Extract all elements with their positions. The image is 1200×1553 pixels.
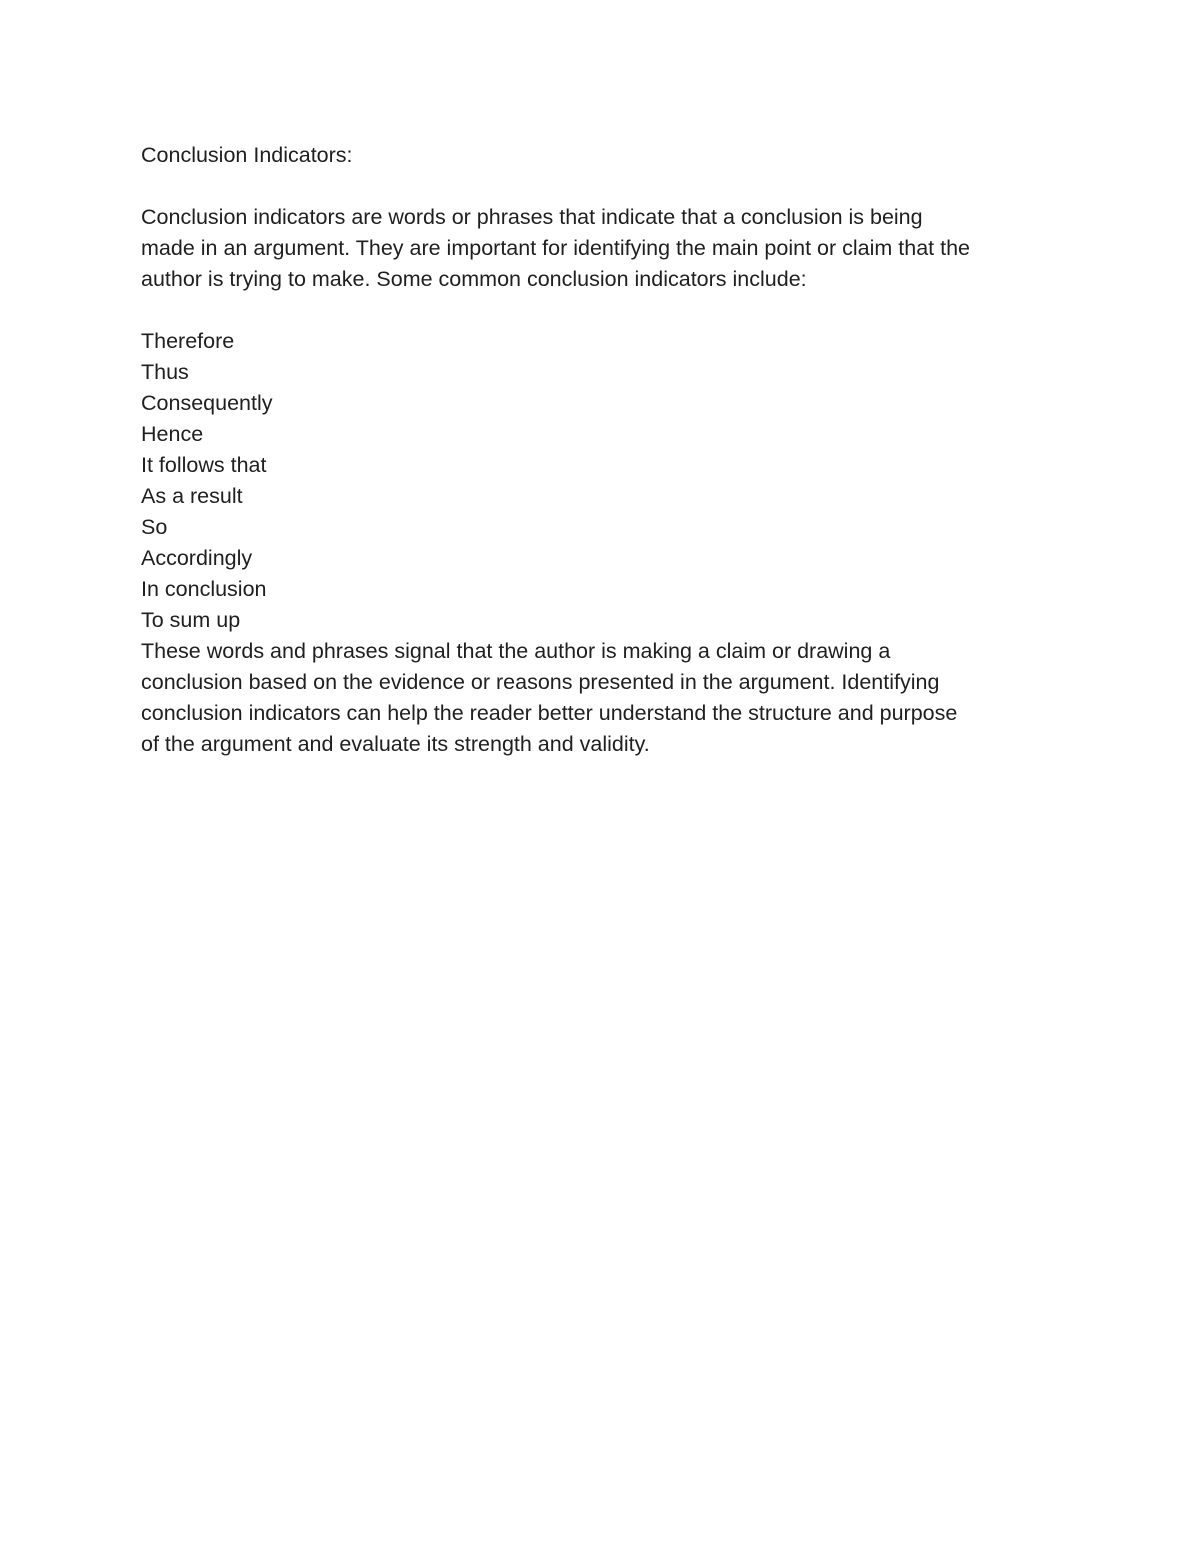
spacer xyxy=(141,171,1061,202)
list-item: Therefore xyxy=(141,329,235,353)
closing-line: conclusion based on the evidence or reasons presented in the argument. Identifying xyxy=(141,670,940,694)
closing-line: These words and phrases signal that the author is making a claim or drawing a xyxy=(141,639,891,663)
closing-line: of the argument and evaluate its strength and validity. xyxy=(141,732,650,756)
list-item: To sum up xyxy=(141,608,241,632)
list-item: In conclusion xyxy=(141,577,267,601)
intro-line: Conclusion indicators are words or phrases that indicate that a conclusion is being xyxy=(141,205,923,229)
intro-paragraph xyxy=(141,202,1061,295)
list-item: As a result xyxy=(141,484,243,508)
closing-line: conclusion indicators can help the reader better understand the structure and purpose xyxy=(141,701,958,725)
list-item: It follows that xyxy=(141,453,267,477)
list-item: Accordingly xyxy=(141,546,253,570)
list-item: Hence xyxy=(141,422,204,446)
document-body xyxy=(141,140,1061,760)
document-heading: Conclusion Indicators: xyxy=(141,143,353,167)
list-item: Thus xyxy=(141,360,189,384)
list-item: Consequently xyxy=(141,391,273,415)
spacer xyxy=(141,295,1061,326)
closing-paragraph xyxy=(141,636,1061,760)
intro-line: made in an argument. They are important for identifying the main point or claim that the xyxy=(141,236,970,260)
indicator-list xyxy=(141,326,1061,636)
list-item: So xyxy=(141,515,168,539)
intro-line: author is trying to make. Some common conclusion indicators include: xyxy=(141,267,807,291)
